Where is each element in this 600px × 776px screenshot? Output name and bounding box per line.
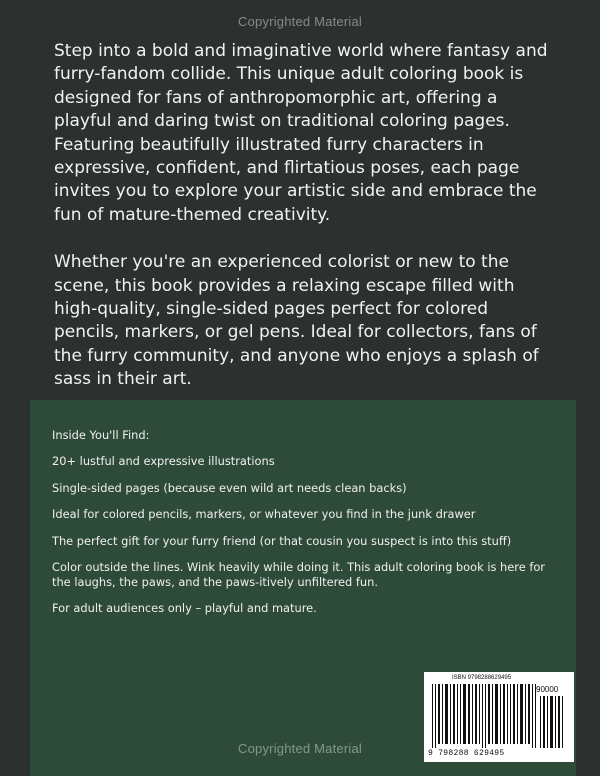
- features-heading: Inside You'll Find:: [52, 428, 150, 442]
- price-code: 90000: [536, 685, 559, 694]
- description-paragraph-1: Step into a bold and imaginative world where fantasy and furry-fandom collide. This unique adult coloring book is designed for fans of anthropomorphic art, offering a playful and daring twist on traditional coloring pages. Featuring beautifully illustrated furry characters in expressive, confident, and flirtatious poses, each page invites you to explore your artistic side and embrace the fun of mature-themed creativity.: [54, 41, 548, 225]
- feature-item: The perfect gift for your furry friend (or that cousin you suspect is into this stuff): [52, 533, 512, 548]
- features-list: [52, 428, 562, 628]
- isbn-label: ISBN 9798288629495: [452, 675, 512, 681]
- feature-item: 20+ lustful and expressive illustrations: [52, 454, 275, 469]
- watermark-bottom: Copyrighted Material: [238, 741, 362, 756]
- feature-item: Ideal for colored pencils, markers, or whatever you find in the junk drawer: [52, 507, 476, 522]
- feature-item: Single-sided pages (because even wild art needs clean backs): [52, 480, 407, 495]
- watermark-top: Copyrighted Material: [238, 14, 362, 29]
- feature-item: For adult audiences only – playful and mature.: [52, 601, 317, 616]
- book-description: [54, 40, 554, 416]
- description-paragraph-2: Whether you're an experienced colorist or new to the scene, this book provides a relaxing escape filled with high-quality, single-sided pages perfect for colored pencils, markers, or gel pens. Ideal for collectors, fans of the furry community, and anyone who enjoys a splash of sass in their art.: [54, 252, 539, 390]
- barcode-bars-icon: [430, 684, 568, 748]
- barcode-digits: 9 798288 629495: [428, 749, 505, 758]
- feature-item: Color outside the lines. Wink heavily while doing it. This adult coloring book is here for the laughs, the paws, and the paws-itively unfiltered fun.: [52, 559, 545, 589]
